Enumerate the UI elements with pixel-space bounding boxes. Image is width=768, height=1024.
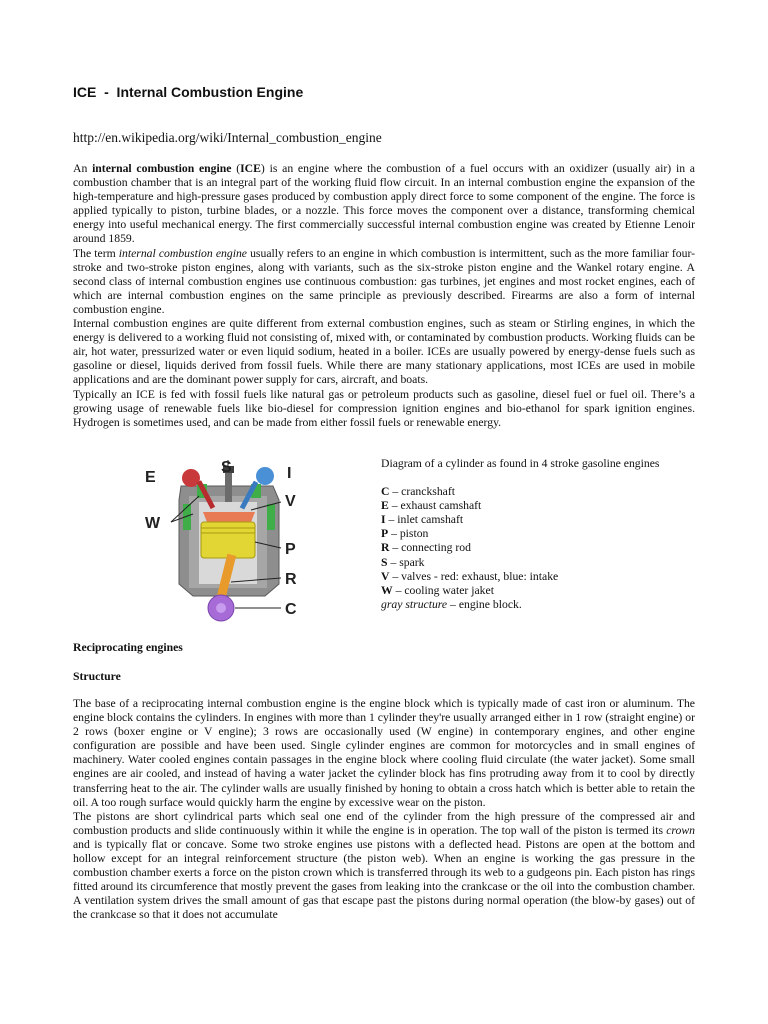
- legend-item-gray: gray structure – engine block.: [381, 597, 522, 611]
- figure-row: [73, 452, 695, 627]
- legend-caption: Diagram of a cylinder as found in 4 stroke gasoline engines: [381, 457, 660, 470]
- exhaust-camshaft: [182, 469, 200, 487]
- label-w: W: [145, 515, 161, 532]
- label-r: R: [285, 571, 297, 588]
- source-url[interactable]: http://en.wikipedia.org/wiki/Internal_combustion_engine: [73, 130, 382, 145]
- legend-item-c: C – cranckshaft: [381, 485, 456, 499]
- legend-item-v: V – valves - red: exhaust, blue: intake: [381, 569, 559, 583]
- intro-paragraph-1: An internal combustion engine (ICE) is an engine where the combustion of a fuel occurs with an oxidizer (usually air) in a combustion chamber that is an integral part of the working fluid flow circuit. In an internal combustion engine the expansion of the high-temperature and high-pressure gases produced by combustion apply direct force to some component of the engine. The force is applied typically to piston, turbine blades, or a nozzle. This force moves the component over a distance, transforming chemical energy into useful mechanical energy. The first commercially successful internal combustion engine was created by Etienne Lenoir around 1859.: [73, 162, 695, 246]
- legend-item-p: P – piston: [381, 527, 429, 541]
- piston: [201, 522, 255, 558]
- label-s: S: [221, 459, 232, 476]
- structure-paragraph-1: The base of a reciprocating internal combustion engine is the engine block which is typically made of cast iron or aluminum. The engine block contains the cylinders. In engines with more than 1 cylinder they're usually arranged either in 1 row (straight engine) or 2 rows (boxer engine or V engine); 3 rows are occasionally used (W engine) in contemporary engines, and other engine configuration are possible and have been used. Single cylinder engines are common for motorcycles and in small engines of machinery. Water cooled engines contain passages in the engine block where cooling fluid circulate (the water jacket). Some small engines are air cooled, and instead of having a water jacket the cylinder block has fins protruding away from it to cool by directly transferring heat to the air. The cylinder walls are usually finished by honing to obtain a cross hatch which is better able to retain the oil. A too rough surface would quickly harm the engine by excessive wear on the piston.: [73, 697, 695, 809]
- legend-item-s: S – spark: [381, 555, 425, 569]
- legend-item-w: W – cooling water jaket: [381, 583, 494, 597]
- legend-item-e: E – exhaust camshaft: [381, 499, 482, 513]
- page-title: ICE - Internal Combustion Engine: [73, 84, 304, 100]
- engine-cylinder-diagram: [141, 456, 316, 626]
- section-heading-reciprocating: Reciprocating engines: [73, 641, 183, 654]
- label-c: C: [285, 601, 297, 618]
- section-heading-structure: Structure: [73, 670, 121, 683]
- intake-camshaft: [256, 467, 274, 485]
- structure-section: [73, 697, 695, 923]
- label-v: V: [285, 493, 296, 510]
- legend-item-r: R – connecting rod: [381, 541, 471, 555]
- crankshaft-hub: [216, 603, 226, 613]
- water-jacket-right: [267, 504, 275, 530]
- diagram-legend: [381, 457, 713, 612]
- legend-item-i: I – inlet camshaft: [381, 513, 464, 527]
- structure-paragraph-2: The pistons are short cylindrical parts which seal one end of the cylinder from the high pressure of the compressed air and combustion products and slide continuously within it while the engine is in operation. The top wall of the piston is termed its crown and is typically flat or concave. Some two stroke engines use pistons with a deflected head. Pistons are open at the bottom and hollow except for an integral reinforcement structure (the piston web). When an engine is working the gas pressure in the combustion chamber exerts a force on the piston crown which is transferred through its web to a gudgeons pin. Each piston has rings fitted around its circumference that mostly prevent the gases from leaking into the crankcase or the oil into the combustion chamber. A ventilation system drives the small amount of gas that escape past the pistons during normal operation (the blow-by gases) out of the crankcase so that it does not accumulate: [73, 809, 695, 922]
- intro-paragraph-2: The term internal combustion engine usually refers to an engine in which combustion is intermittent, such as the more familiar four-stroke and two-stroke piston engines, along with variants, such as the six-stroke piston engine and the Wankel rotary engine. A second class of internal combustion engines use continuous combustion: gas turbines, jet engines and most rocket engines, each of which are internal combustion engines on the same principle as previously described. Firearms are also a form of internal combustion engine.: [73, 246, 695, 316]
- label-p: P: [285, 541, 296, 558]
- term-ice: internal combustion engine: [92, 162, 232, 175]
- intro-section: [73, 162, 695, 430]
- abbr-ice: ICE: [240, 162, 261, 175]
- intro-paragraph-3: Internal combustion engines are quite different from external combustion engines, such as steam or Stirling engines, in which the energy is delivered to a working fluid not consisting of, mixed with, or contaminated by combustion products. Working fluids can be air, hot water, pressurized water or even liquid sodium, heated in a boiler. ICEs are usually powered by energy-dense fuels such as gasoline or diesel, liquids derived from fossil fuels. While there are many stationary applications, most ICEs are used in mobile applications and are the dominant power supply for cars, aircraft, and boats.: [73, 317, 695, 387]
- label-i: I: [287, 465, 292, 482]
- combustion-chamber: [203, 512, 255, 522]
- label-e: E: [145, 469, 156, 486]
- intro-paragraph-4: Typically an ICE is fed with fossil fuels like natural gas or petroleum products such as gasoline, diesel fuel or fuel oil. There’s a growing usage of renewable fuels like bio-diesel for compression ignition engines and bio-ethanol for spark ignition engines. Hydrogen is sometimes used, and can be made from either fossil fuels or renewable energy.: [73, 387, 695, 429]
